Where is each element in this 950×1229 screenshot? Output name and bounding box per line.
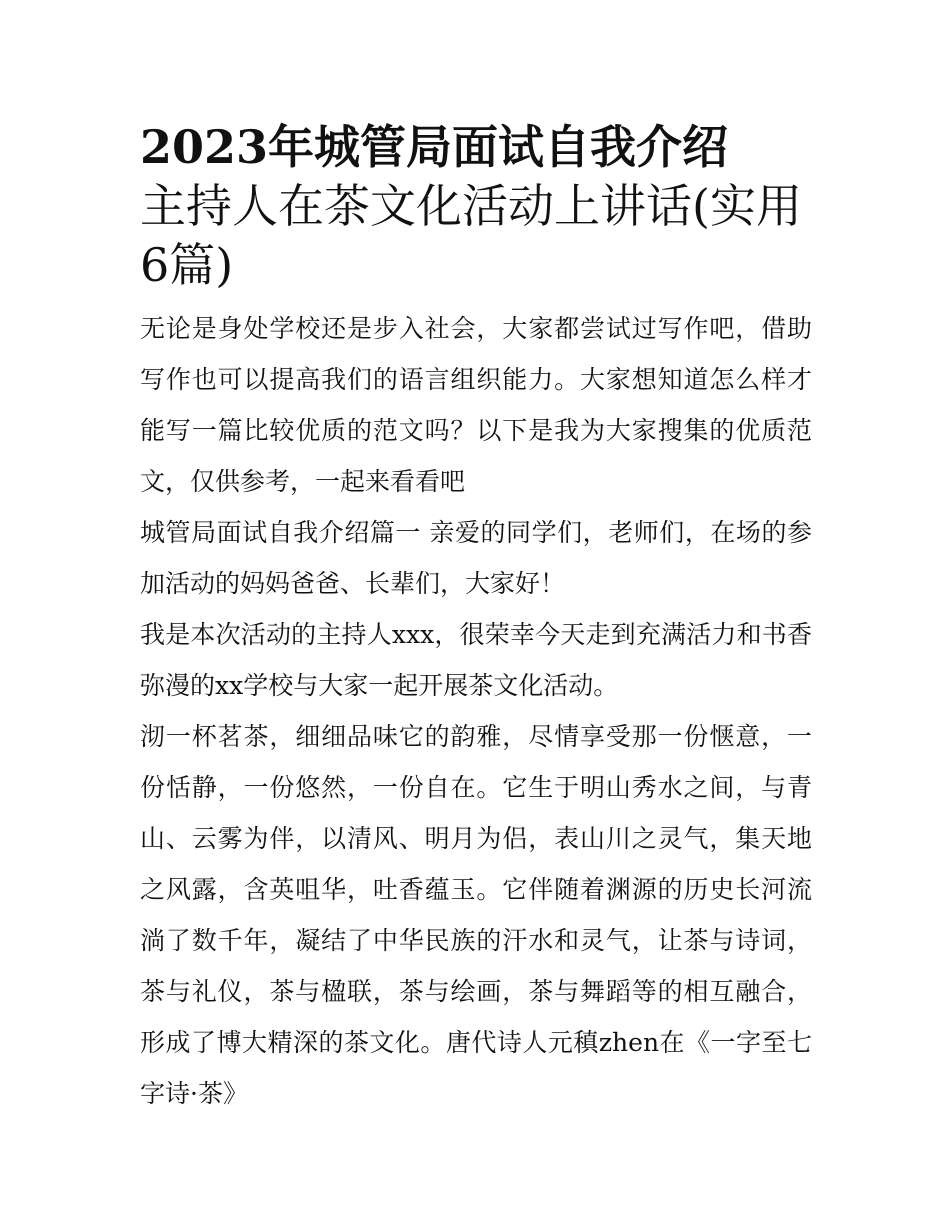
title-line-2: 主持人在茶文化活动上讲话(实用6篇) <box>140 179 802 292</box>
intro-paragraph: 无论是身处学校还是步入社会，大家都尝试过写作吧，借助写作也可以提高我们的语言组织能力。大家想知道怎么样才能写一篇比较优质的范文吗？以下是我为大家搜集的优质范文，仅供参考，一起来看看吧 <box>140 314 812 496</box>
title-line-1: 2023年城管局面试自我介绍 <box>140 120 729 174</box>
document-title <box>140 118 812 295</box>
tea-culture-paragraph: 沏一杯茗茶，细细品味它的韵雅，尽情享受那一份惬意，一份恬静，一份悠然，一份自在。它生于明山秀水之间，与青山、云雾为伴，以清风、明月为侣，表山川之灵气，集天地之风露，含英咀华，吐香蕴玉。它伴随着渊源的历史长河流淌了数千年，凝结了中华民族的汗水和灵气，让茶与诗词，茶与礼仪，茶与楹联，茶与绘画，茶与舞蹈等的相互融合，形成了博大精深的茶文化。唐代诗人元稹zhen在《一字至七字诗·茶》 <box>140 722 812 1108</box>
greeting-paragraph: 城管局面试自我介绍篇一 亲爱的同学们，老师们，在场的参加活动的妈妈爸爸、长辈们，大家好！ <box>140 518 812 598</box>
host-intro-paragraph: 我是本次活动的主持人xxx，很荣幸今天走到充满活力和书香弥漫的xx学校与大家一起开展茶文化活动。 <box>140 620 812 700</box>
document-body <box>140 118 812 1119</box>
